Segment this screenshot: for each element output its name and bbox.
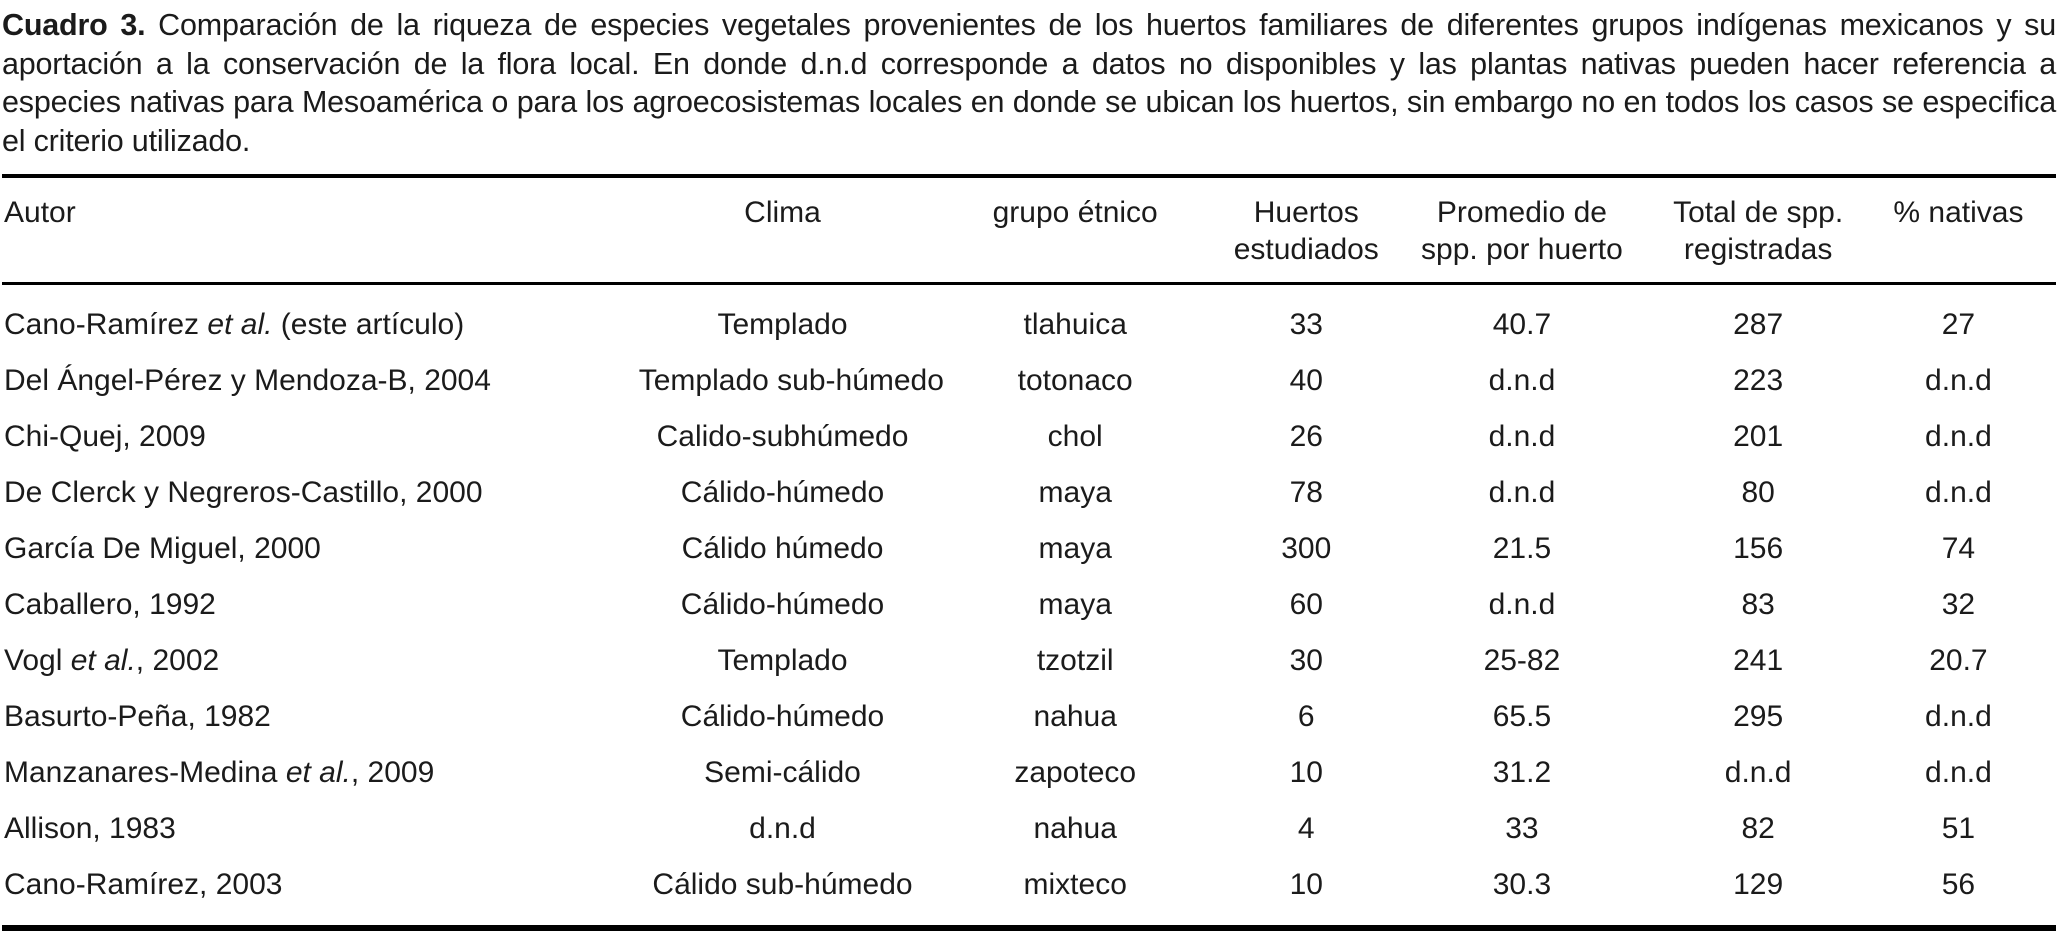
author-text: Allison, 1983: [4, 812, 176, 845]
clima-cell: Cálido-húmedo: [680, 476, 885, 509]
author-text: De Clerck y Negreros-Castillo, 2000: [4, 476, 483, 509]
table-row: [2, 577, 2056, 633]
table-row: [2, 745, 2056, 801]
promedio-cell: 21.5: [1492, 532, 1552, 565]
table-row: [2, 689, 2056, 745]
grupo-cell: maya: [1038, 476, 1112, 509]
table-row: [2, 353, 2056, 409]
huertos-cell: 10: [1289, 756, 1323, 789]
author-text: García De Miguel, 2000: [4, 532, 321, 565]
author-text: Caballero, 1992: [4, 588, 216, 621]
author-cell: [2, 633, 639, 689]
grupo-cell: zapoteco: [1014, 756, 1137, 789]
author-cell: [2, 745, 639, 801]
clima-cell: Templado: [717, 644, 848, 677]
table-caption: [2, 6, 2056, 160]
clima-cell: Templado: [717, 308, 848, 341]
author-text: Vogl: [4, 644, 71, 677]
grupo-cell: tlahuica: [1023, 308, 1127, 341]
column-header-line: Huertos: [1253, 196, 1359, 229]
clima-cell: Templado sub-húmedo: [638, 364, 944, 397]
grupo-cell: maya: [1038, 532, 1112, 565]
huertos-cell: 78: [1289, 476, 1323, 509]
total-cell: 156: [1733, 532, 1784, 565]
table-row: [2, 465, 2056, 521]
total-cell: 223: [1733, 364, 1784, 397]
column-header-line: Clima: [744, 196, 821, 229]
clima-cell: Cálido-húmedo: [680, 700, 885, 733]
promedio-cell: d.n.d: [1488, 588, 1556, 621]
nativas-cell: d.n.d: [1925, 420, 1992, 453]
nativas-cell: 74: [1941, 532, 1976, 565]
huertos-cell: 300: [1281, 532, 1332, 565]
nativas-cell: d.n.d: [1925, 700, 1992, 733]
table-row: [2, 633, 2056, 689]
nativas-cell: d.n.d: [1925, 756, 1992, 789]
clima-cell: Semi-cálido: [704, 756, 861, 789]
author-latin-phrase: et al.: [70, 644, 136, 677]
promedio-cell: d.n.d: [1488, 364, 1556, 397]
column-header-clima: [639, 176, 927, 284]
clima-cell: Cálido húmedo: [681, 532, 884, 565]
species-comparison-table: [2, 174, 2056, 931]
column-header-huertos-estudiados: [1224, 176, 1388, 284]
author-text: Basurto-Peña, 1982: [4, 700, 271, 733]
author-text: Cano-Ramírez, 2003: [4, 868, 283, 901]
grupo-cell: nahua: [1033, 812, 1117, 845]
huertos-cell: 33: [1289, 308, 1323, 341]
grupo-cell: maya: [1038, 588, 1112, 621]
promedio-cell: 31.2: [1492, 756, 1552, 789]
grupo-cell: tzotzil: [1036, 644, 1114, 677]
promedio-cell: 30.3: [1492, 868, 1552, 901]
column-header-line: Total de spp.: [1673, 196, 1844, 229]
author-cell: [2, 284, 639, 354]
table-row: [2, 857, 2056, 928]
table-row: [2, 409, 2056, 465]
huertos-cell: 30: [1289, 644, 1323, 677]
author-cell: [2, 521, 639, 577]
column-header-pct-nativas: [1861, 176, 2056, 284]
promedio-cell: d.n.d: [1488, 476, 1556, 509]
author-text: , 2002: [135, 644, 220, 677]
grupo-cell: mixteco: [1023, 868, 1127, 901]
nativas-cell: 32: [1941, 588, 1976, 621]
nativas-cell: d.n.d: [1925, 364, 1992, 397]
column-header-total-spp: [1655, 176, 1860, 284]
huertos-cell: 40: [1289, 364, 1323, 397]
total-cell: 201: [1733, 420, 1784, 453]
author-cell: [2, 353, 639, 409]
table-caption-text: Comparación de la riqueza de especies vegetales provenientes de los huertos familiares de diferentes grupos indígenas mexicanos y su aportación a la conservación de la flora local. En donde d.n.d corresponde a datos no disponibles y las plantas nativas pueden hacer referencia a especies nativas para Mesoamérica o para los agroecosistemas locales en donde se ubican los huertos, sin embargo no en todos los casos se especifica el criterio utilizado.: [2, 8, 2056, 158]
nativas-cell: d.n.d: [1925, 476, 1992, 509]
author-cell: [2, 857, 639, 928]
author-text: Chi-Quej, 2009: [4, 420, 206, 453]
author-text: , 2009: [350, 756, 435, 789]
table-header-row: [2, 176, 2056, 284]
column-header-promedio-spp: [1388, 176, 1655, 284]
author-text: Cano-Ramírez: [4, 308, 208, 341]
author-cell: [2, 689, 639, 745]
nativas-cell: 56: [1941, 868, 1976, 901]
huertos-cell: 10: [1289, 868, 1323, 901]
author-cell: [2, 409, 639, 465]
table-row: [2, 284, 2056, 354]
grupo-cell: nahua: [1033, 700, 1117, 733]
grupo-cell: totonaco: [1017, 364, 1133, 397]
total-cell: 129: [1733, 868, 1784, 901]
column-header-line: Autor: [4, 196, 76, 229]
author-cell: [2, 801, 639, 857]
total-cell: 295: [1733, 700, 1784, 733]
column-header-line: estudiados: [1233, 233, 1379, 266]
author-text: Del Ángel-Pérez y Mendoza-B, 2004: [4, 364, 491, 397]
promedio-cell: 40.7: [1492, 308, 1552, 341]
huertos-cell: 4: [1297, 812, 1315, 845]
huertos-cell: 6: [1297, 700, 1315, 733]
column-header-line: Promedio de: [1436, 196, 1607, 229]
column-header-line: % nativas: [1893, 196, 2024, 229]
nativas-cell: 20.7: [1929, 644, 1988, 677]
column-header-grupo-etnico: [926, 176, 1224, 284]
nativas-cell: 51: [1941, 812, 1976, 845]
total-cell: d.n.d: [1724, 756, 1792, 789]
author-latin-phrase: et al.: [207, 308, 273, 341]
author-latin-phrase: et al.: [285, 756, 351, 789]
total-cell: 287: [1733, 308, 1784, 341]
huertos-cell: 60: [1289, 588, 1323, 621]
grupo-cell: chol: [1047, 420, 1103, 453]
table-caption-label: Cuadro 3.: [2, 8, 146, 42]
column-header-line: registradas: [1683, 233, 1833, 266]
promedio-cell: 25-82: [1483, 644, 1561, 677]
author-text: Manzanares-Medina: [4, 756, 286, 789]
author-cell: [2, 577, 639, 633]
promedio-cell: d.n.d: [1488, 420, 1556, 453]
clima-cell: Cálido sub-húmedo: [652, 868, 913, 901]
total-cell: 241: [1733, 644, 1784, 677]
author-cell: [2, 465, 639, 521]
column-header-line: spp. por huerto: [1421, 233, 1623, 266]
promedio-cell: 33: [1505, 812, 1539, 845]
column-header-autor: [2, 176, 639, 284]
clima-cell: d.n.d: [749, 812, 816, 845]
table-row: [2, 801, 2056, 857]
author-text: (este artículo): [272, 308, 465, 341]
total-cell: 82: [1741, 812, 1775, 845]
total-cell: 80: [1741, 476, 1775, 509]
promedio-cell: 65.5: [1492, 700, 1552, 733]
huertos-cell: 26: [1289, 420, 1323, 453]
clima-cell: Cálido-húmedo: [680, 588, 885, 621]
column-header-line: grupo étnico: [992, 196, 1158, 229]
table-row: [2, 521, 2056, 577]
total-cell: 83: [1741, 588, 1775, 621]
clima-cell: Calido-subhúmedo: [656, 420, 909, 453]
nativas-cell: 27: [1941, 308, 1976, 341]
table-body: [2, 284, 2056, 929]
